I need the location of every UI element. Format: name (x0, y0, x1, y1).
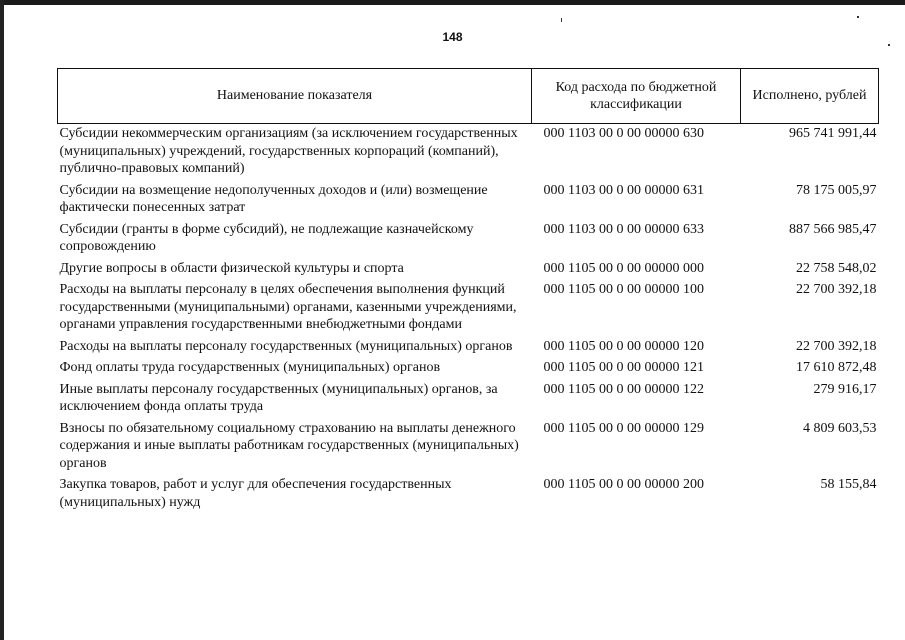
row-code: 000 1105 00 0 00 00000 129 (543, 420, 704, 436)
table-header (58, 69, 879, 124)
table-row (58, 259, 879, 281)
scan-speck (561, 18, 562, 22)
row-amount: 58 155,84 (820, 477, 877, 492)
row-name: Взносы по обязательному социальному страхованию на выплаты денежного содержания и иные выплаты работникам государственных (муниципальных) органов (59, 420, 519, 471)
table-row (58, 124, 879, 181)
header-code: Код расхода по бюджетной классификации (532, 69, 741, 124)
row-name: Субсидии некоммерческим организациям (за исключением государственных (муниципальных) учреждений, государственных корпораций (компаний), публично-правовых компаний) (59, 126, 518, 176)
row-name: Субсидии на возмещение недополученных доходов и (или) возмещение фактически понесенных затрат (59, 182, 488, 215)
row-code: 000 1103 00 0 00 00000 630 (543, 126, 704, 141)
row-code: 000 1103 00 0 00 00000 633 (543, 221, 704, 237)
page-number: 148 (442, 30, 463, 44)
row-amount: 22 700 392,18 (796, 338, 877, 354)
row-code: 000 1103 00 0 00 00000 631 (543, 182, 704, 198)
row-code: 000 1105 00 0 00 00000 200 (543, 477, 704, 492)
table-row (58, 337, 879, 359)
table-row (58, 181, 879, 220)
table-row (58, 358, 879, 380)
scan-top-border (0, 0, 905, 5)
scan-speck (857, 16, 859, 18)
row-amount: 279 916,17 (813, 381, 877, 397)
row-name: Субсидии (гранты в форме субсидий), не подлежащие казначейскому сопровождению (59, 221, 474, 254)
row-amount: 78 175 005,97 (796, 182, 877, 198)
scan-left-border (0, 0, 4, 640)
header-amount: Исполнено, рублей (741, 69, 879, 124)
row-code: 000 1105 00 0 00 00000 100 (543, 282, 704, 297)
row-amount: 22 700 392,18 (796, 282, 877, 297)
table-row (58, 419, 879, 476)
row-code: 000 1105 00 0 00 00000 122 (543, 381, 704, 397)
header-name: Наименование показателя (58, 69, 532, 124)
row-code: 000 1105 00 0 00 00000 121 (543, 360, 704, 375)
row-name: Иные выплаты персоналу государственных (муниципальных) органов, за исключением фонда оплаты труда (59, 381, 498, 414)
scan-speck (888, 44, 890, 46)
row-name: Закупка товаров, работ и услуг для обеспечения государственных (муниципальных) нужд (59, 477, 452, 510)
table-body (58, 124, 879, 515)
row-amount: 22 758 548,02 (796, 260, 877, 276)
expenditure-table (57, 68, 879, 514)
row-amount: 965 741 991,44 (789, 126, 877, 141)
row-code: 000 1105 00 0 00 00000 000 (543, 260, 704, 276)
row-name: Расходы на выплаты персоналу государственных (муниципальных) органов (59, 338, 513, 354)
row-name: Другие вопросы в области физической культуры и спорта (59, 260, 404, 276)
row-name: Расходы на выплаты персоналу в целях обеспечения выполнения функций государственными (муниципальными) органами, казенными учреждениями, органами управления государственными внебюджетными фондами (59, 282, 517, 332)
row-amount: 887 566 985,47 (789, 221, 877, 237)
row-amount: 4 809 603,53 (803, 420, 877, 436)
row-amount: 17 610 872,48 (796, 360, 877, 375)
table-row (58, 220, 879, 259)
table-row (58, 380, 879, 419)
table-row (58, 475, 879, 514)
row-name: Фонд оплаты труда государственных (муниципальных) органов (59, 360, 441, 375)
row-code: 000 1105 00 0 00 00000 120 (543, 338, 704, 354)
table-row (58, 280, 879, 337)
